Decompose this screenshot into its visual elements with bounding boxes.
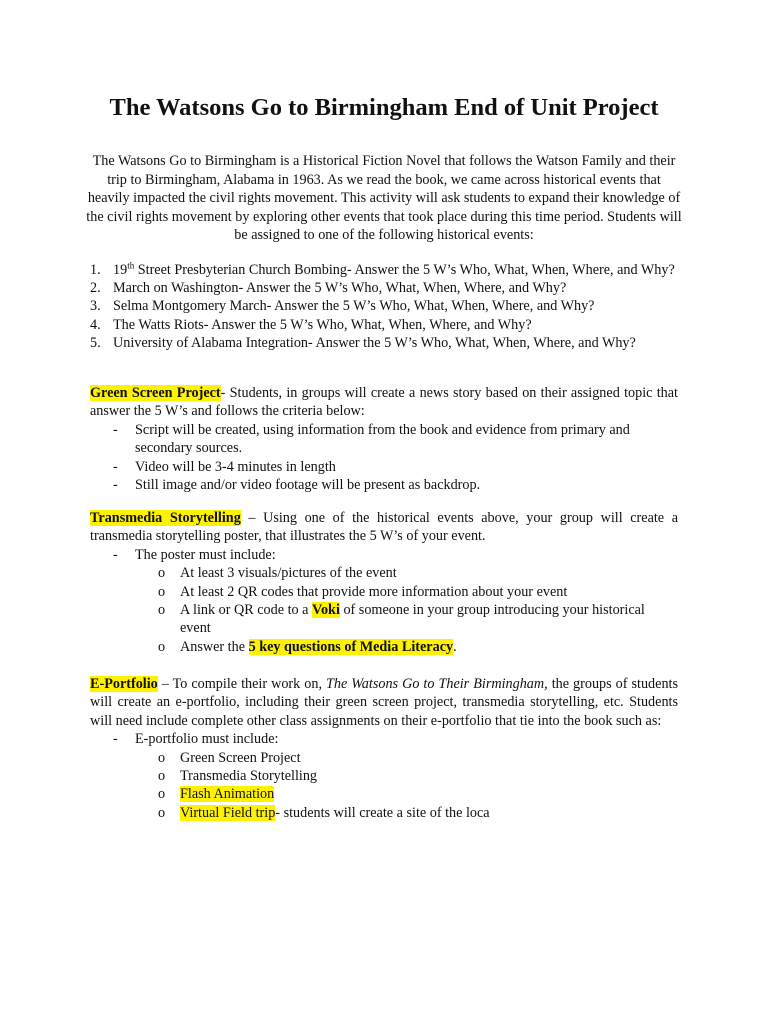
event-text: March on Washington- Answer the 5 W’s Who, What, When, Where, and Why? bbox=[113, 280, 567, 297]
eportfolio-section bbox=[90, 675, 678, 822]
dash-marker: - bbox=[113, 731, 118, 748]
transmedia-paragraph bbox=[90, 509, 678, 546]
eportfolio-text: the groups of students will create an e-portfolio, including their green screen project, transmedia storytelling, etc. Students will need include complete other class assignments on their e-portfolio that tie into the book such as: bbox=[90, 676, 678, 729]
list-item bbox=[90, 564, 678, 582]
circle-marker: o bbox=[158, 638, 166, 655]
list-item bbox=[90, 804, 678, 822]
intro-paragraph: The Watsons Go to Birmingham is a Historical Fiction Novel that follows the Watson Family and their trip to Birmingham, Alabama in 1963. As we read the book, we came across historical events that heavily impacted the civil rights movement. This activity will ask students to expand their knowledge of the civil rights movement by exploring other events that took place during this time period. Students will be assigned to one of the following historical events: bbox=[86, 153, 682, 244]
poster-item-text: At least 2 QR codes that provide more information about your event bbox=[180, 583, 568, 600]
criteria-text: Video will be 3-4 minutes in length bbox=[135, 458, 336, 475]
green-screen-paragraph bbox=[90, 384, 678, 421]
list-item bbox=[90, 316, 690, 334]
list-number: 1. bbox=[90, 262, 101, 278]
circle-marker: o bbox=[158, 602, 166, 619]
circle-marker: o bbox=[158, 804, 166, 821]
event-text: The Watts Riots- Answer the 5 W’s Who, What, When, Where, and Why? bbox=[113, 316, 532, 333]
eportfolio-item-text: Transmedia Storytelling bbox=[180, 768, 318, 785]
dash-marker: - bbox=[113, 421, 118, 438]
transmedia-requirements bbox=[90, 546, 678, 564]
list-number: 3. bbox=[90, 298, 101, 315]
eportfolio-text: – To compile their work on, bbox=[157, 676, 326, 692]
event-text: Selma Montgomery March- Answer the 5 W’s Who, What, When, Where, and Why? bbox=[113, 298, 595, 315]
circle-marker: o bbox=[158, 786, 166, 803]
list-item bbox=[90, 546, 678, 564]
criteria-text: Script will be created, using information from the book and evidence from primary and secondary sources. bbox=[135, 421, 630, 457]
dash-marker: - bbox=[113, 458, 118, 475]
list-item bbox=[90, 421, 678, 458]
event-text: Street Presbyterian Church Bombing- Answer the 5 W’s Who, What, When, Where, and Why? bbox=[134, 262, 675, 278]
eportfolio-requirements bbox=[90, 730, 678, 748]
list-item bbox=[90, 334, 690, 352]
dash-marker: - bbox=[113, 546, 118, 563]
poster-item-text: Answer the bbox=[180, 638, 249, 655]
eportfolio-item-text: Green Screen Project bbox=[180, 749, 301, 766]
event-text: University of Alabama Integration- Answer the 5 W’s Who, What, When, Where, and Why? bbox=[113, 334, 636, 351]
list-item bbox=[90, 297, 690, 315]
eportfolio-item-text: - students will create a site of the loca bbox=[275, 804, 490, 821]
list-item bbox=[90, 261, 690, 279]
list-item bbox=[90, 730, 678, 748]
voki-link[interactable]: Voki bbox=[312, 602, 340, 619]
list-item bbox=[90, 601, 678, 638]
dash-marker: - bbox=[113, 477, 118, 494]
list-item bbox=[90, 476, 678, 494]
list-item bbox=[90, 785, 678, 803]
list-number: 4. bbox=[90, 316, 101, 333]
list-number: 5. bbox=[90, 334, 101, 351]
events-list bbox=[90, 261, 690, 352]
circle-marker: o bbox=[158, 749, 166, 766]
poster-item-text: At least 3 visuals/pictures of the event bbox=[180, 565, 397, 582]
circle-marker: o bbox=[158, 565, 166, 582]
list-item bbox=[90, 638, 678, 656]
book-title: The Watsons Go to Their Birmingham, bbox=[326, 676, 548, 692]
criteria-text: Still image and/or video footage will be present as backdrop. bbox=[135, 477, 481, 494]
poster-item-text: . bbox=[453, 638, 457, 655]
superscript: th bbox=[127, 260, 135, 271]
virtual-field-trip-link[interactable]: Virtual Field trip bbox=[180, 804, 276, 821]
list-item bbox=[90, 458, 678, 476]
poster-item-text: of someone in your group introducing your historical event bbox=[180, 602, 645, 637]
poster-item-text: A link or QR code to a bbox=[180, 602, 313, 619]
requirement-text: E-portfolio must include: bbox=[135, 731, 279, 748]
event-text-pre: 19 bbox=[113, 262, 128, 278]
list-item bbox=[90, 767, 678, 785]
green-screen-section bbox=[90, 384, 678, 494]
requirement-text: The poster must include: bbox=[135, 546, 276, 563]
green-screen-label: Green Screen Project bbox=[90, 385, 221, 401]
list-item bbox=[90, 749, 678, 767]
poster-items bbox=[90, 564, 678, 656]
page-title: The Watsons Go to Birmingham End of Unit Project bbox=[109, 94, 659, 121]
eportfolio-label: E-Portfolio bbox=[90, 676, 158, 692]
circle-marker: o bbox=[158, 583, 166, 600]
eportfolio-items bbox=[90, 749, 678, 823]
green-screen-text: - Students, in groups will create a news story based on their assigned topic that answer the 5 W’s and follows the criteria below: bbox=[90, 385, 678, 420]
list-number: 2. bbox=[90, 280, 101, 297]
transmedia-text: – Using one of the historical events above, your group will create a transmedia storytelling poster, that illustrates the 5 W’s of your event. bbox=[90, 510, 679, 545]
media-literacy-link[interactable]: 5 key questions of Media Literacy bbox=[248, 638, 454, 655]
circle-marker: o bbox=[158, 768, 166, 785]
transmedia-section bbox=[90, 509, 678, 656]
flash-animation-link[interactable]: Flash Animation bbox=[180, 786, 275, 803]
list-item bbox=[90, 583, 678, 601]
eportfolio-paragraph bbox=[90, 675, 678, 730]
transmedia-label: Transmedia Storytelling bbox=[90, 510, 241, 526]
green-screen-criteria bbox=[90, 421, 678, 495]
list-item bbox=[90, 279, 690, 297]
